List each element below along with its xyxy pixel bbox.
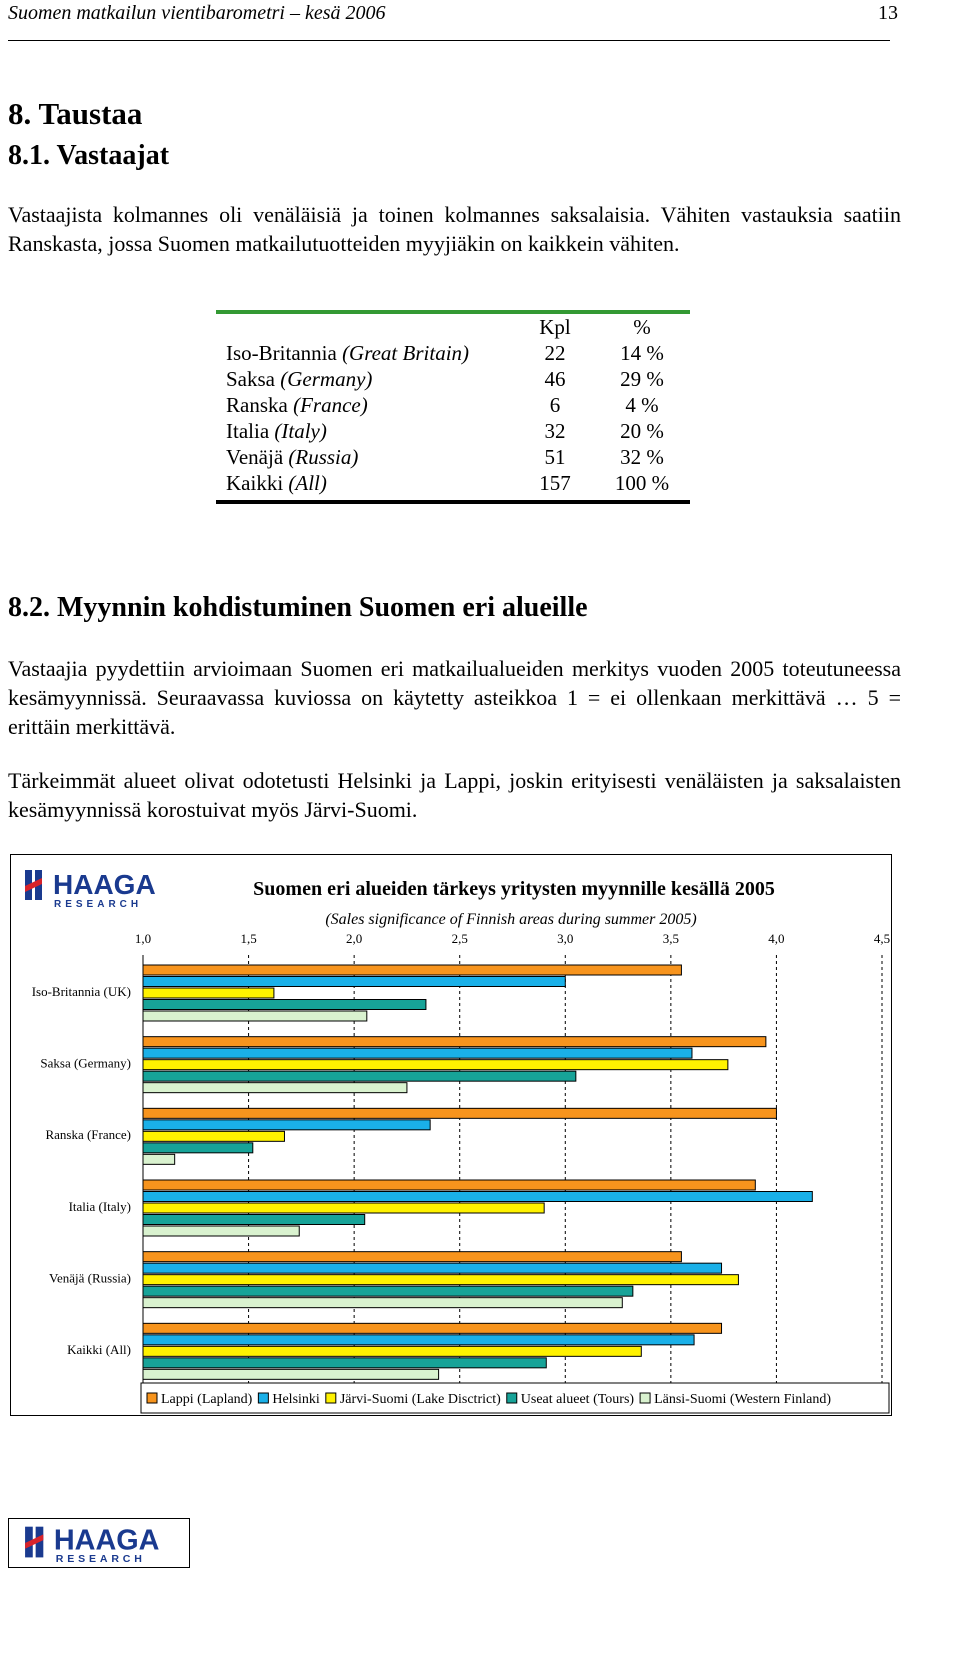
bar: [143, 1048, 692, 1058]
bar: [143, 1298, 622, 1308]
column-header-kpl: Kpl: [539, 315, 571, 339]
header-divider: [8, 40, 890, 41]
chart-subtitle: (Sales significance of Finnish areas during summer 2005): [325, 911, 697, 928]
category-label: Ranska (France): [45, 1127, 131, 1143]
bar: [143, 1060, 728, 1070]
table-row: [216, 444, 690, 470]
bar: [143, 988, 274, 998]
page-number: 13: [878, 2, 898, 24]
legend-label: Länsi-Suomi (Western Finland): [654, 1392, 832, 1407]
bar: [143, 1000, 426, 1010]
x-tick-label: 2,0: [346, 931, 363, 946]
bar: [143, 1203, 544, 1213]
country-name-en: (Germany): [280, 367, 373, 391]
column-header-percent: %: [633, 315, 651, 339]
country-name: Venäjä: [226, 445, 284, 469]
table-row: [216, 470, 690, 496]
count-cell: 6: [549, 393, 561, 417]
bar: [143, 965, 681, 975]
chart-title: Suomen eri alueiden tärkeys yritysten myynnille kesällä 2005: [253, 878, 775, 900]
bar-chart: [11, 855, 893, 1417]
paragraph-respondents: Vastaajista kolmannes oli venäläisiä ja toinen kolmannes saksalaisia. Vähiten vastauksia saatiin Ranskasta, jossa Suomen matkailutuotteiden myyjiäkin on kaikkein vähiten.: [8, 202, 901, 256]
bar: [143, 1358, 546, 1368]
bar: [143, 1154, 175, 1164]
paragraph-method: Vastaajia pyydettiin arvioimaan Suomen eri matkailualueiden merkitys vuoden 2005 toteutuneessa kesämyynnissä. Seuraavassa kuviossa on käytetty asteikkoa 1 = ei ollenkaan merkittävä … 5 = erittäin merkittävä.: [8, 656, 901, 739]
bar: [143, 977, 565, 987]
category-label: Saksa (Germany): [40, 1055, 131, 1071]
percent-cell: 20 %: [620, 419, 664, 443]
country-name: Saksa: [226, 367, 275, 391]
bar: [143, 1346, 641, 1356]
country-name-en: (All): [288, 471, 327, 495]
bar: [143, 1226, 299, 1236]
logo-name: HAAGA: [53, 1524, 160, 1557]
category-label: Venäjä (Russia): [49, 1270, 131, 1286]
country-name: Ranska: [226, 393, 288, 417]
bar: [143, 1108, 776, 1118]
country-name-en: (Italy): [274, 419, 327, 443]
bar: [143, 1037, 766, 1047]
country-name: Italia: [226, 419, 270, 443]
count-cell: 22: [544, 341, 566, 365]
table-header-row: [216, 314, 690, 340]
country-name: Kaikki: [226, 471, 284, 495]
section-heading-taustaa: 8. Taustaa: [8, 96, 143, 131]
bar: [143, 1131, 284, 1141]
legend-label: Järvi-Suomi (Lake Disctrict): [339, 1392, 501, 1407]
percent-cell: 100 %: [614, 471, 670, 495]
x-tick-label: 3,0: [557, 931, 574, 946]
document-title: Suomen matkailun vientibarometri – kesä 2006: [8, 2, 386, 24]
count-cell: 32: [544, 419, 566, 443]
bar: [143, 1083, 407, 1093]
bar: [143, 1143, 253, 1153]
legend-label: Lappi (Lapland): [161, 1392, 253, 1407]
table-bottom-rule: [216, 500, 690, 504]
bar: [143, 1180, 755, 1190]
chart-frame: [10, 854, 892, 1416]
table-row: [216, 340, 690, 366]
logo-tagline: RESEARCH: [55, 1553, 146, 1566]
legend-swatch: [147, 1393, 157, 1403]
country-name: Iso-Britannia: [226, 341, 337, 365]
legend-swatch: [258, 1393, 268, 1403]
category-label: Italia (Italy): [68, 1198, 131, 1214]
legend-label: Helsinki: [272, 1392, 320, 1407]
section-heading-vastaajat: 8.1. Vastaajat: [8, 140, 170, 171]
count-cell: 157: [539, 471, 571, 495]
bar: [143, 1286, 633, 1296]
section-heading-sales-distribution: 8.2. Myynnin kohdistuminen Suomen eri alueille: [8, 592, 588, 623]
bar: [143, 1323, 722, 1333]
haaga-research-logo-footer: [8, 1518, 190, 1568]
x-tick-label: 3,5: [662, 931, 679, 946]
bar: [143, 1275, 738, 1285]
running-header: [8, 0, 898, 32]
bar: [143, 1192, 812, 1202]
table-row: [216, 418, 690, 444]
logo-name: HAAGA: [53, 869, 156, 900]
x-tick-label: 4,0: [768, 931, 785, 946]
percent-cell: 29 %: [620, 367, 664, 391]
percent-cell: 32 %: [620, 445, 664, 469]
bar: [143, 1215, 365, 1225]
legend-swatch: [507, 1393, 517, 1403]
bar: [143, 1335, 694, 1345]
haaga-research-logo: [13, 864, 167, 912]
x-tick-label: 2,5: [451, 931, 468, 946]
legend-label: Useat alueet (Tours): [520, 1392, 635, 1407]
bar: [143, 1263, 722, 1273]
bar: [143, 1011, 367, 1021]
paragraph-findings: Tärkeimmät alueet olivat odotetusti Helsinki ja Lappi, joskin erityisesti venäläisten ja saksalaisten kesämyynnissä korostuivat myös Järvi-Suomi.: [8, 768, 901, 822]
percent-cell: 4 %: [625, 393, 659, 417]
table-row: [216, 392, 690, 418]
legend-swatch: [640, 1393, 650, 1403]
bar: [143, 1071, 576, 1081]
x-tick-label: 1,5: [240, 931, 257, 946]
bar: [143, 1369, 439, 1379]
country-name-en: (Great Britain): [342, 341, 470, 365]
logo-tagline: RESEARCH: [54, 899, 143, 910]
country-name-en: (Russia): [288, 445, 359, 469]
count-cell: 51: [544, 445, 566, 469]
bar: [143, 1252, 681, 1262]
x-tick-label: 4,5: [873, 931, 891, 946]
count-cell: 46: [544, 367, 566, 391]
country-name-en: (France): [293, 393, 368, 417]
legend-swatch: [326, 1393, 336, 1403]
table-row: [216, 366, 690, 392]
category-label: Iso-Britannia (UK): [31, 983, 131, 999]
respondents-table: [216, 310, 690, 504]
percent-cell: 14 %: [620, 341, 664, 365]
x-tick-label: 1,0: [134, 931, 152, 946]
category-label: Kaikki (All): [67, 1342, 131, 1358]
bar: [143, 1120, 430, 1130]
